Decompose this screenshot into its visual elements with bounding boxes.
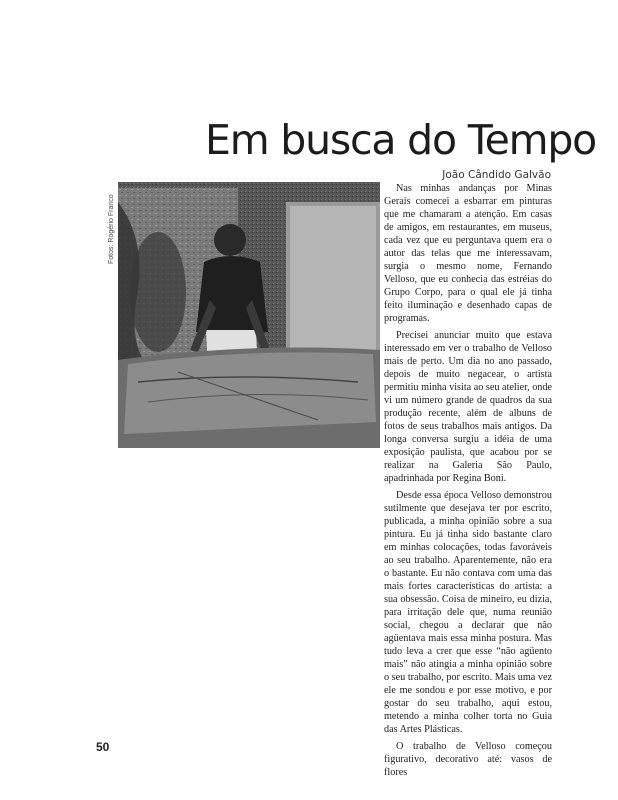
paragraph: O trabalho de Velloso começou figurativo, decorativo até: vasos de flores — [384, 741, 552, 778]
photo-credit: Fotos: Rogério Franco — [108, 194, 115, 264]
paragraph: Nas minhas andanças por Minas Gerais comecei a esbarrar em pinturas que me chamaram a atenção. Em casas de amigos, em restaurantes, em museus, cada vez que eu perguntava quem era o autor das telas que me interessavam, surgia o mesmo nome, Fernando Velloso, que eu conhecia das estréias do Grupo Corpo, para o qual ele já tinha feito iluminação e desenhado capas de programas. — [384, 183, 552, 324]
article-photo — [118, 182, 380, 448]
photo-artist-in-studio-icon — [118, 182, 380, 448]
page-number: 50 — [96, 740, 110, 754]
paragraph: Desde essa época Velloso demonstrou sutilmente que desejava ter por escrito, publicada, a minha opinião sobre a sua pintura. Eu já tinha sido bastante claro em minhas colocações, todas favoráveis ao seu trabalho. Aparentemente, não era o bastante. Eu não contava com uma das mais fortes características do artista: a sua obsessão. Coisa de mineiro, eu dizia, para irritação dele que, numa reunião social, chegou a declarar que não agüentava mais essa minha postura. Mas tudo leva a crer que esse “não agüento mais” não atingia a minha opinião sobre o seu trabalho, por escrito. Mais uma vez ele me sondou e por esse motivo, e por gostar do seu trabalho, aqui estou, metendo a minha colher torta no Guia das Artes Plásticas. — [384, 490, 552, 735]
article-body — [384, 182, 552, 783]
article-author: João Cândido Galvão — [442, 169, 551, 181]
paragraph: Precisei anunciar muito que estava interessado em ver o trabalho de Velloso mais de perto. Um dia no ano passado, depois de muito negacear, o artista permitiu minha visita ao seu atelier, onde vi um número grande de quadros da sua produção recente, além de albuns de fotos de seus trabalhos mais antigos. Da longa conversa surgiu a idéia de uma exposição paulista, que acabou por se realizar na Galeria São Paulo, apadrinhada por Regina Boni. — [384, 330, 552, 484]
article-title: Em busca do Tempo — [205, 116, 597, 164]
